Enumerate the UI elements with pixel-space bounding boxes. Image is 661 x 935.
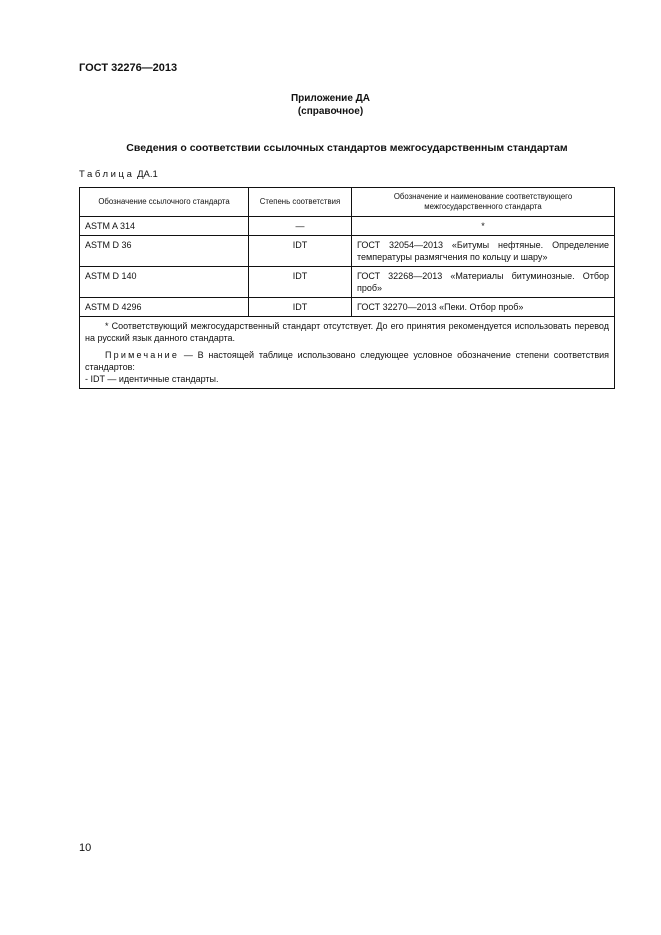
table-caption bbox=[79, 169, 158, 180]
table-row bbox=[80, 267, 615, 298]
document-code: ГОСТ 32276—2013 bbox=[79, 62, 178, 74]
page-number: 10 bbox=[79, 842, 92, 854]
cell-ref-standard: ASTM A 314 bbox=[80, 217, 249, 236]
reference-standards-table bbox=[79, 187, 615, 389]
note-legend: - IDT — идентичные стандарты. bbox=[85, 374, 219, 384]
section-title: Сведения о соответствии ссылочных стандартов межгосударственным стандартам bbox=[126, 142, 568, 154]
cell-interstate-standard: ГОСТ 32268—2013 «Материалы битуминозные. Отбор проб» bbox=[352, 267, 615, 298]
cell-interstate-standard: ГОСТ 32270—2013 «Пеки. Отбор проб» bbox=[352, 298, 615, 317]
table-row bbox=[80, 236, 615, 267]
cell-ref-standard: ASTM D 140 bbox=[80, 267, 249, 298]
table-header-row bbox=[80, 188, 615, 217]
table-note bbox=[85, 349, 609, 373]
header-degree: Степень соответствия bbox=[249, 188, 352, 217]
table-footer bbox=[80, 317, 615, 389]
header-interstate-standard: Обозначение и наименование соответствующего межгосударственного стандарта bbox=[352, 188, 615, 217]
note-label: Примечание bbox=[105, 350, 180, 360]
note-text: — В настоящей таблице использовано следующее условное обозначение степени соответствия стандартов: bbox=[85, 350, 609, 372]
cell-degree: IDT bbox=[249, 236, 352, 267]
table-caption-number: ДА.1 bbox=[137, 169, 158, 180]
table-row bbox=[80, 217, 615, 236]
appendix-heading bbox=[0, 92, 661, 118]
cell-interstate-standard: ГОСТ 32054—2013 «Битумы нефтяные. Определение температуры размягчения по кольцу и шару» bbox=[352, 236, 615, 267]
table-caption-word: Таблица bbox=[79, 169, 135, 180]
table-row bbox=[80, 298, 615, 317]
cell-interstate-standard: * bbox=[352, 217, 615, 236]
appendix-title: Приложение ДА bbox=[290, 93, 371, 104]
cell-degree: IDT bbox=[249, 267, 352, 298]
cell-ref-standard: ASTM D 36 bbox=[80, 236, 249, 267]
cell-degree: — bbox=[249, 217, 352, 236]
header-ref-standard: Обозначение ссылочного стандарта bbox=[80, 188, 249, 217]
cell-degree: IDT bbox=[249, 298, 352, 317]
table-footer-row bbox=[80, 317, 615, 389]
table-footnote: * Соответствующий межгосударственный стандарт отсутствует. До его принятия рекомендуется использовать перевод на русский язык данного стандарта. bbox=[85, 321, 609, 343]
cell-ref-standard: ASTM D 4296 bbox=[80, 298, 249, 317]
appendix-subtitle: (справочное) bbox=[297, 106, 364, 117]
